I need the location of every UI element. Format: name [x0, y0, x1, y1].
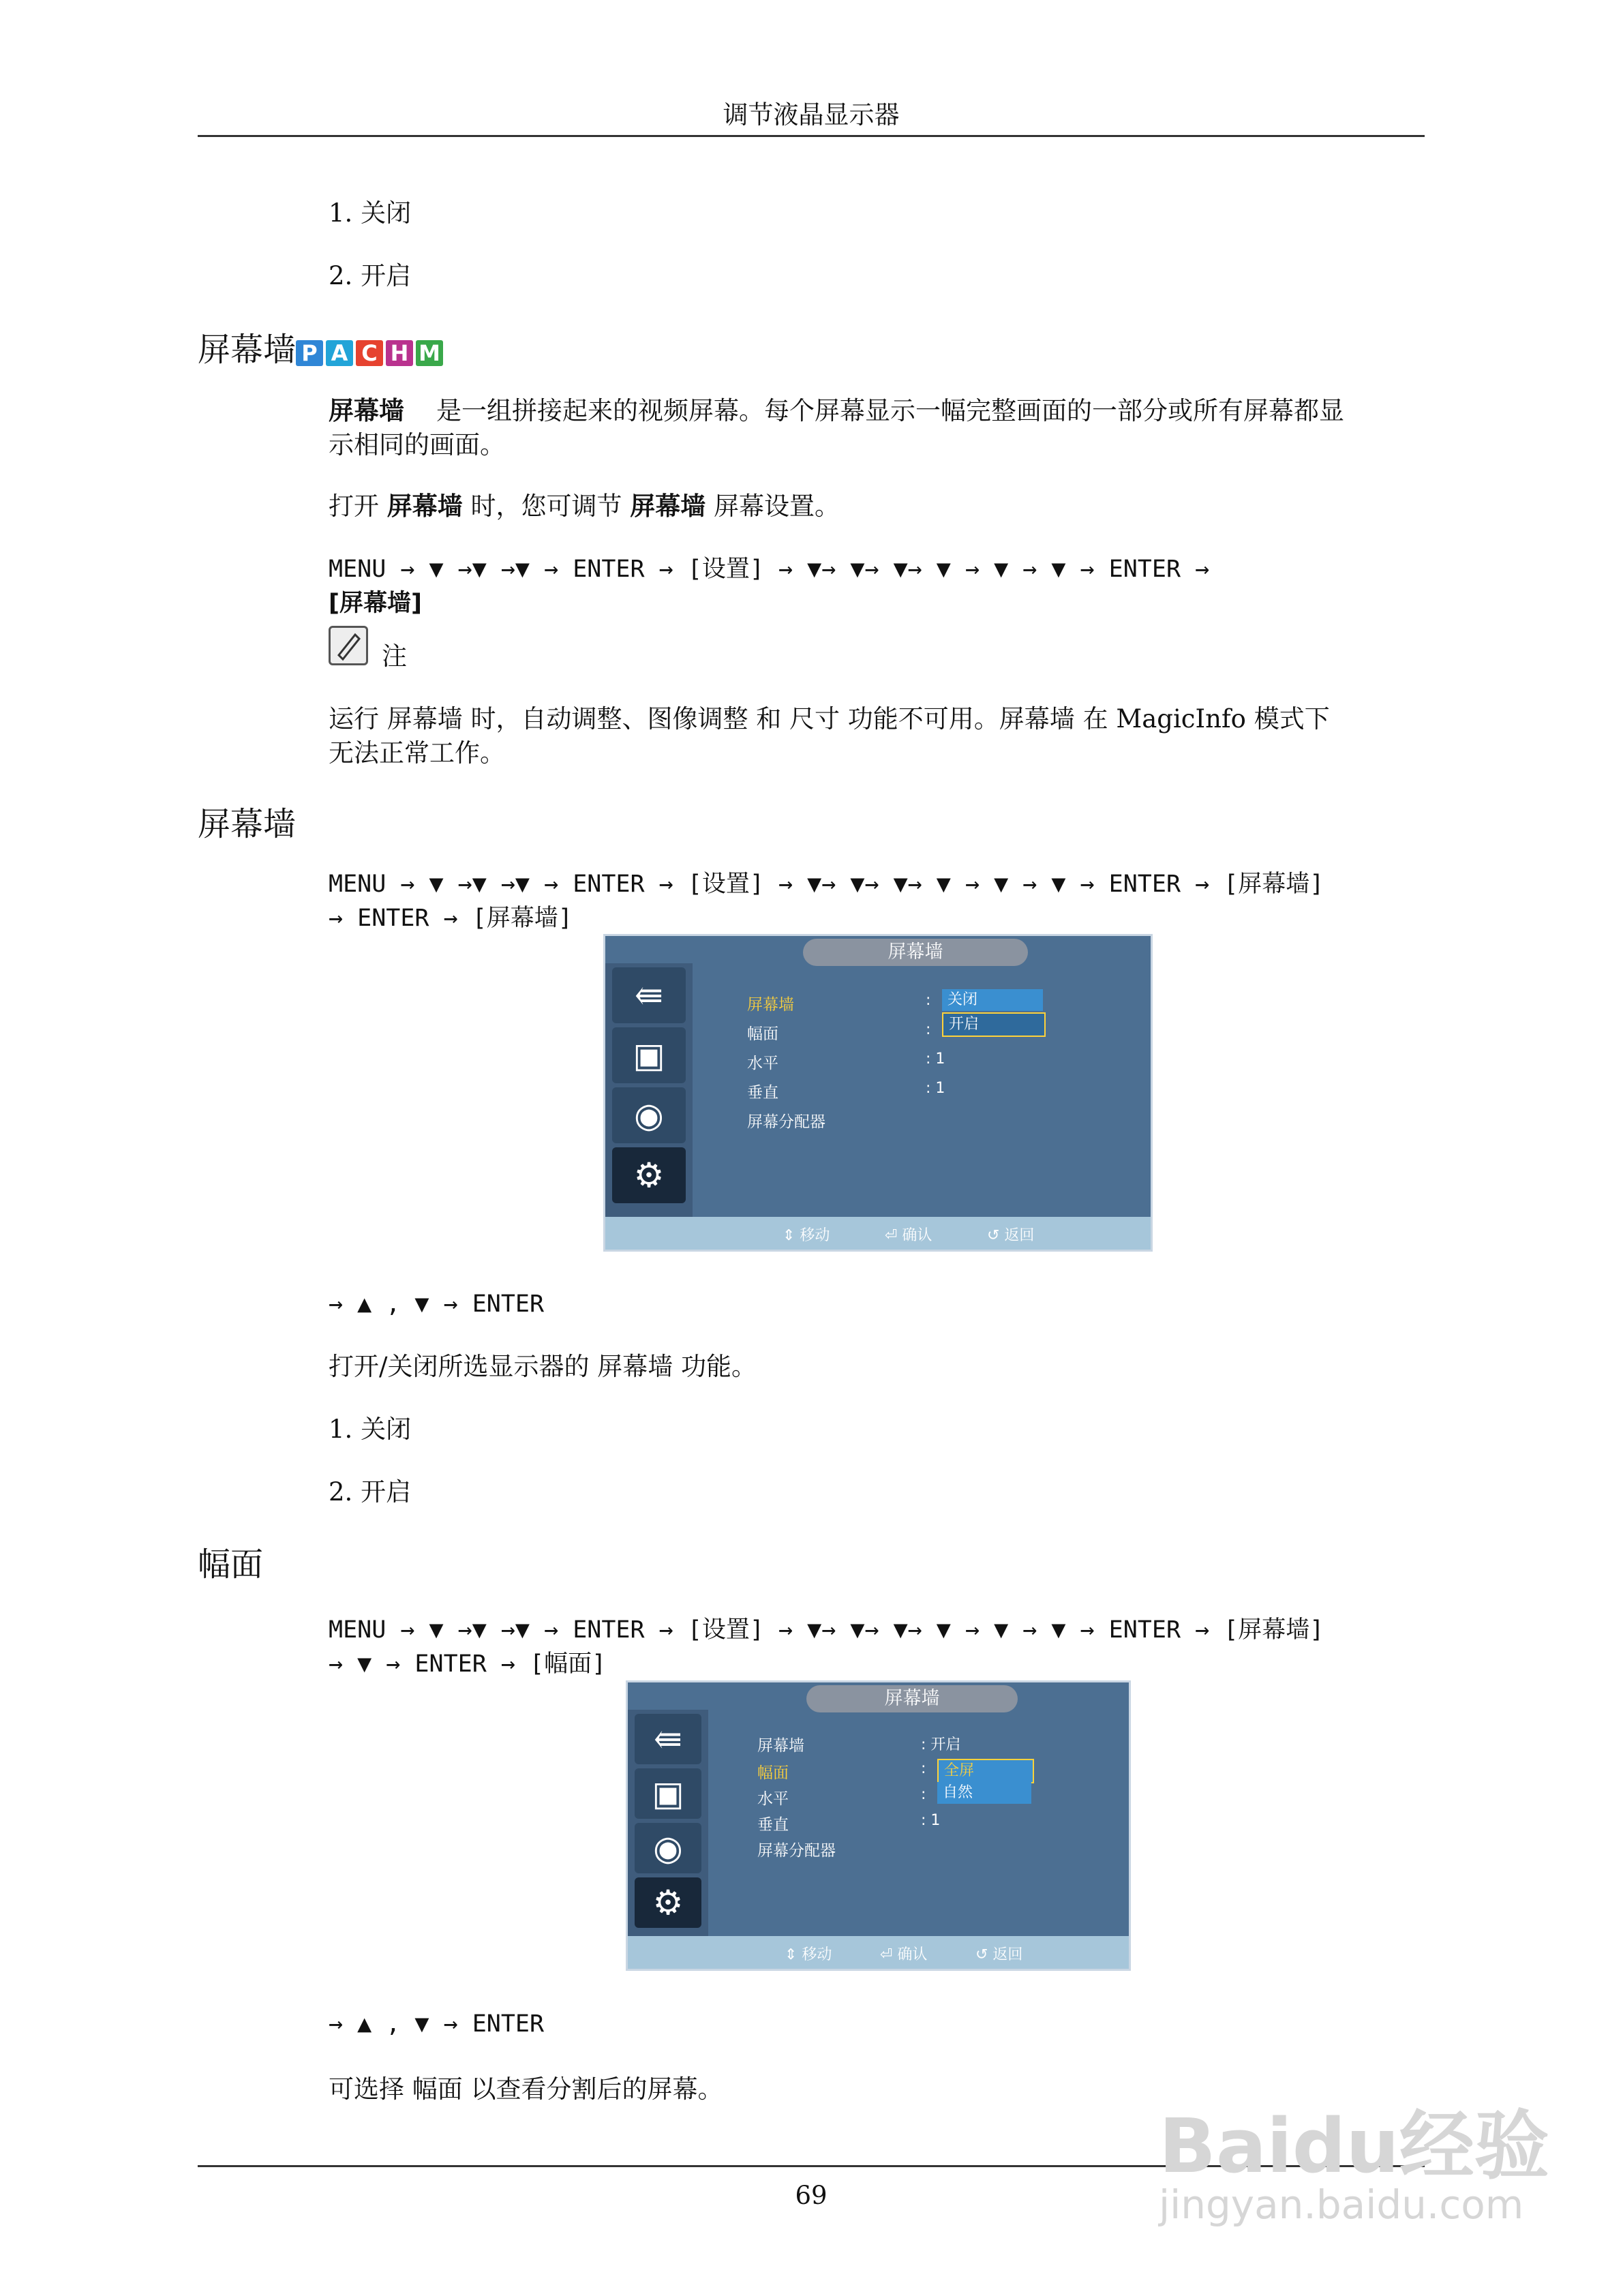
- osd-item: 屏幕分配器: [757, 1842, 836, 1860]
- osd-item: 屏幕分配器: [747, 1113, 825, 1131]
- note-icon: [329, 626, 368, 665]
- sound-icon: ◉: [635, 1823, 701, 1873]
- section-description: [329, 394, 1426, 462]
- osd-value: :: [921, 1760, 926, 1777]
- osd-value: : 1: [921, 1812, 941, 1829]
- nav-keys: → ▲ , ▼ → ENTER: [329, 2010, 545, 2038]
- watermark-url: jingyan.baidu.com: [1159, 2181, 1524, 2228]
- badge-a: A: [326, 340, 353, 366]
- picture-icon: ▣: [612, 1027, 686, 1083]
- menu-path: → ENTER → [屏幕墙]: [329, 905, 573, 932]
- setup-icon: ⚙: [635, 1877, 701, 1928]
- osd-item: 屏幕墙: [747, 996, 794, 1014]
- term: 屏幕墙: [630, 492, 706, 521]
- header-rule: [198, 135, 1425, 137]
- osd-title: 屏幕墙: [803, 939, 1028, 966]
- text: 屏幕设置。: [714, 492, 840, 521]
- list-item: 2. 开启: [329, 261, 412, 290]
- menu-path: MENU → ▼ →▼ →▼ → ENTER → [设置] → ▼→ ▼→ ▼→ ▼ → ▼ → ▼ → ENTER → [屏幕墙]: [329, 1616, 1324, 1644]
- osd-footer: [628, 1936, 1129, 1969]
- menu-path: MENU → ▼ →▼ →▼ → ENTER → [设置] → ▼→ ▼→ ▼→ ▼ → ▼ → ▼ → ENTER →: [329, 556, 1210, 583]
- badge-p: P: [296, 340, 323, 366]
- osd-value: :: [926, 1021, 931, 1038]
- note-line: 运行 屏幕墙 时，自动调整、图像调整 和 尺寸 功能不可用。屏幕墙 在 MagicInfo 模式下: [329, 704, 1330, 734]
- term: 屏幕墙: [329, 396, 404, 425]
- nav-keys: → ▲ , ▼ → ENTER: [329, 1290, 545, 1318]
- osd-hint-enter: ⏎ 确认: [885, 1227, 932, 1244]
- osd-hint-move: ⇕ 移动: [785, 1946, 832, 1963]
- section-description: 打开/关闭所选显示器的 屏幕墙 功能。: [329, 1352, 757, 1381]
- osd-item: 水平: [757, 1790, 789, 1808]
- osd-item: 屏幕墙: [757, 1737, 804, 1755]
- picture-icon: ▣: [635, 1768, 701, 1819]
- section-title: 屏幕墙: [198, 805, 297, 843]
- section-title: 幅面: [198, 1545, 264, 1584]
- osd-hint-return: ↺ 返回: [975, 1946, 1023, 1963]
- osd-item: 水平: [747, 1055, 778, 1072]
- menu-path: MENU → ▼ →▼ →▼ → ENTER → [设置] → ▼→ ▼→ ▼→ ▼ → ▼ → ▼ → ENTER → [屏幕墙]: [329, 871, 1324, 898]
- osd-value: :: [921, 1786, 926, 1803]
- osd-value: :: [926, 992, 931, 1009]
- osd-option-selected: 全屏: [937, 1759, 1034, 1783]
- badge-m: M: [416, 340, 443, 366]
- watermark-logo: Baidu经验: [1159, 2102, 1549, 2190]
- input-icon: ⇚: [612, 967, 686, 1023]
- page-header-title: 调节液晶显示器: [723, 100, 900, 130]
- setup-icon: ⚙: [612, 1147, 686, 1203]
- osd-item: 幅面: [747, 1025, 778, 1043]
- osd-screenshot: [603, 934, 1153, 1252]
- input-icon: ⇚: [635, 1714, 701, 1764]
- note-line: 无法正常工作。: [329, 738, 505, 768]
- osd-item: 垂直: [757, 1816, 789, 1834]
- sound-icon: ◉: [612, 1087, 686, 1143]
- osd-sidebar: [628, 1710, 708, 1942]
- list-item: 2. 开启: [329, 1477, 412, 1507]
- badge-c: C: [356, 340, 383, 366]
- model-badges: [296, 331, 446, 369]
- section-title-text: 屏幕墙: [198, 331, 297, 369]
- note-label: 注: [382, 641, 407, 671]
- note-text: [329, 702, 1426, 770]
- section-description: 可选择 幅面 以查看分割后的屏幕。: [329, 2074, 723, 2104]
- osd-option-selected: 开启: [942, 1012, 1046, 1037]
- term: 屏幕墙: [386, 492, 463, 521]
- osd-option: 自然: [937, 1782, 1031, 1804]
- osd-screenshot: [626, 1680, 1131, 1971]
- osd-title: 屏幕墙: [806, 1685, 1018, 1712]
- osd-value: : 1: [926, 1051, 945, 1068]
- section-title: [198, 323, 446, 370]
- osd-item: 幅面: [757, 1764, 789, 1782]
- desc-text: 示相同的画面。: [329, 430, 505, 459]
- desc-text: 是一组拼接起来的视频屏幕。每个屏幕显示一幅完整画面的一部分或所有屏幕都显: [436, 396, 1345, 425]
- osd-item: 垂直: [747, 1084, 778, 1102]
- list-item: 1. 关闭: [329, 1415, 412, 1444]
- open-instruction: [329, 489, 840, 524]
- text: 打开: [329, 492, 379, 521]
- menu-path: → ▼ → ENTER → [幅面]: [329, 1650, 607, 1678]
- text: 时，您可调节: [470, 492, 622, 521]
- osd-hint-move: ⇕ 移动: [783, 1227, 830, 1244]
- menu-path: [屏幕墙]: [329, 590, 422, 617]
- osd-footer: [605, 1217, 1151, 1250]
- osd-option: 关闭: [942, 989, 1043, 1011]
- list-item: 1. 关闭: [329, 198, 412, 228]
- badge-h: H: [386, 340, 413, 366]
- page-number: 69: [795, 2181, 828, 2210]
- osd-value: : 1: [926, 1080, 945, 1097]
- osd-hint-return: ↺ 返回: [987, 1227, 1035, 1244]
- osd-sidebar: [605, 963, 693, 1217]
- osd-value: : 开启: [921, 1736, 961, 1753]
- osd-hint-enter: ⏎ 确认: [880, 1946, 928, 1963]
